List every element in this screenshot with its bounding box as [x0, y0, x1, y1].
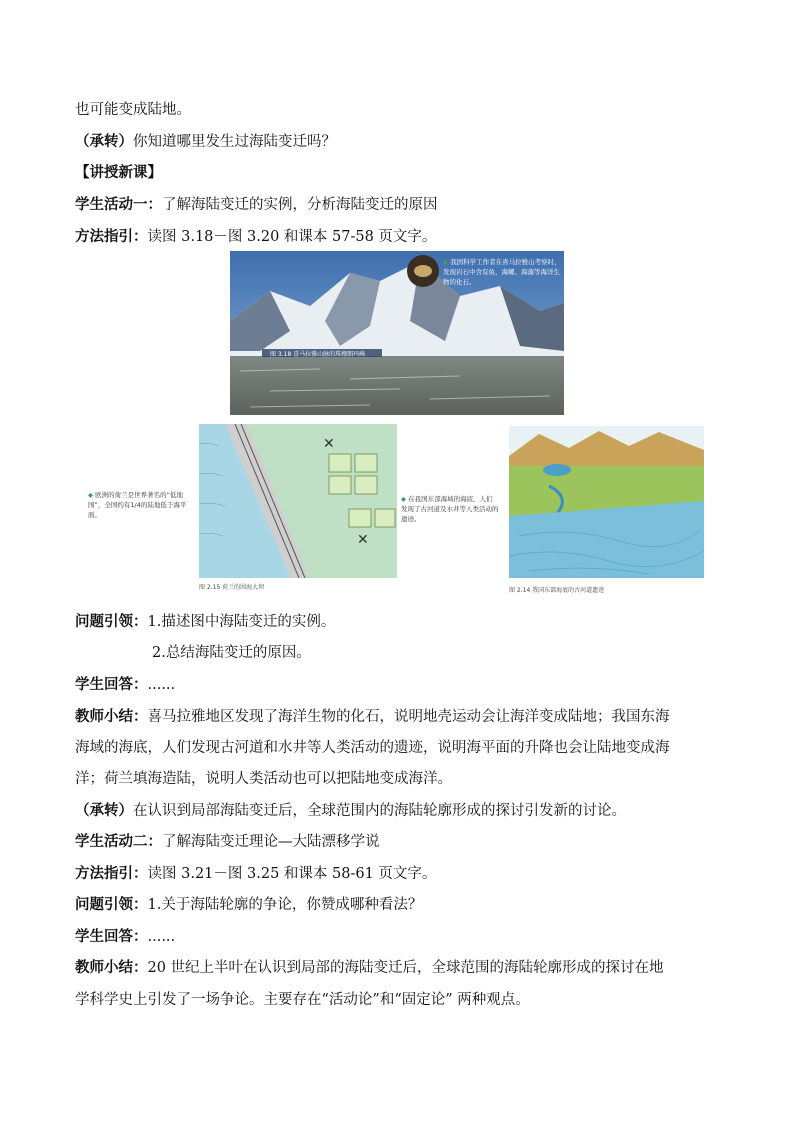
text: 读图 3.21－图 3.25 和课本 58-61 页文字。 — [147, 866, 437, 882]
text-line — [75, 832, 380, 852]
label-bold: 学生活动一： — [75, 196, 162, 213]
sea-floor-figure — [509, 426, 704, 578]
label-bold: （承转） — [75, 802, 133, 819]
text-line — [75, 958, 664, 978]
text-line — [75, 801, 626, 821]
note-text: 在我国东部海域的海底，人们发现了古河道及水井等人类活动的遗迹。 — [401, 495, 499, 523]
text-line — [75, 612, 335, 632]
text: 也可能变成陆地。 — [75, 102, 191, 118]
note-text: 欧洲的荷兰是世界著名的“低地国”，全国约有1/4的陆地低于海平面。 — [88, 491, 187, 519]
holland-note — [88, 490, 194, 520]
text: 读图 3.18－图 3.20 和课本 57-58 页文字。 — [147, 229, 437, 245]
sea-floor-image — [509, 426, 704, 578]
label-bold: 学生活动二： — [75, 833, 162, 850]
everest-caption: 图 3.18 喜马拉雅山脉的珠穆朗玛峰 — [270, 351, 366, 358]
text: 1.描述图中海陆变迁的实例。 — [147, 614, 336, 630]
text-line — [75, 132, 336, 152]
text: 你知道哪里发生过海陆变迁吗？ — [133, 134, 336, 150]
text-line: 洋；荷兰填海造陆，说明人类活动也可以把陆地变成海洋。 — [75, 771, 452, 787]
note-marker-icon: ◆ — [443, 258, 448, 266]
text: 了解海陆变迁的实例，分析海陆变迁的原因 — [162, 197, 438, 213]
text-line — [75, 864, 436, 884]
text-line — [75, 927, 175, 947]
text: 1.关于海陆轮廓的争论，你赞成哪种看法？ — [147, 897, 423, 913]
label-bold: 教师小结： — [75, 959, 148, 976]
label-bold: 方法指引： — [75, 865, 148, 882]
text: ...... — [147, 929, 176, 945]
everest-figure — [230, 251, 564, 415]
text: 了解海陆变迁理论—大陆漂移学说 — [162, 834, 380, 850]
label-bold: 问题引领： — [75, 896, 148, 913]
note-marker-icon: ◆ — [401, 495, 406, 503]
text-line: 学科学史上引发了一场争论。主要存在“活动论”和“固定论” 两种观点。 — [75, 992, 530, 1008]
text: 20 世纪上半叶在认识到局部的海陆变迁后，全球范围的海陆轮廓形成的探讨在地 — [147, 960, 664, 976]
label-bold: 学生回答： — [75, 928, 148, 945]
text-line — [75, 675, 175, 695]
note-text: 我国科学工作者在喜马拉雅山考察时，发现岩石中含有鱼、海螺、海藻等海洋生物的化石。 — [443, 258, 561, 286]
label-bold: 教师小结： — [75, 708, 148, 725]
sea-caption: 图 2.14 我国东部海底的古河道遗迹 — [509, 587, 605, 594]
text-line: 2.总结海陆变迁的原因。 — [152, 645, 311, 661]
label-bold: 学生回答： — [75, 676, 148, 693]
text-line — [75, 707, 670, 727]
text: 在认识到局部海陆变迁后，全球范围内的海陆轮廓形成的探讨引发新的讨论。 — [133, 803, 626, 819]
text-line — [75, 100, 191, 120]
label-bold: （承转） — [75, 133, 133, 150]
label-bold: 问题引领： — [75, 613, 148, 630]
holland-dam-image — [199, 424, 397, 578]
svg-text:✕: ✕ — [323, 436, 335, 452]
text-line — [75, 227, 436, 247]
svg-text:✕: ✕ — [357, 532, 369, 548]
holland-dam-figure — [199, 424, 397, 578]
label-bold: 方法指引： — [75, 228, 148, 245]
text: 喜马拉雅地区发现了海洋生物的化石，说明地壳运动会让海洋变成陆地；我国东海 — [147, 709, 670, 725]
holland-caption: 图 2.15 荷兰的围海大坝 — [199, 584, 265, 591]
sea-note — [401, 494, 499, 524]
text-line: 海域的海底，人们发现古河道和水井等人类活动的遗迹，说明海平面的升降也会让陆地变成海 — [75, 740, 670, 756]
text-line — [75, 195, 438, 215]
note-marker-icon: ◆ — [88, 491, 93, 499]
section-heading: 【讲授新课】 — [75, 164, 162, 181]
text: ...... — [147, 677, 176, 693]
text-line — [75, 895, 422, 915]
everest-note — [443, 257, 561, 287]
